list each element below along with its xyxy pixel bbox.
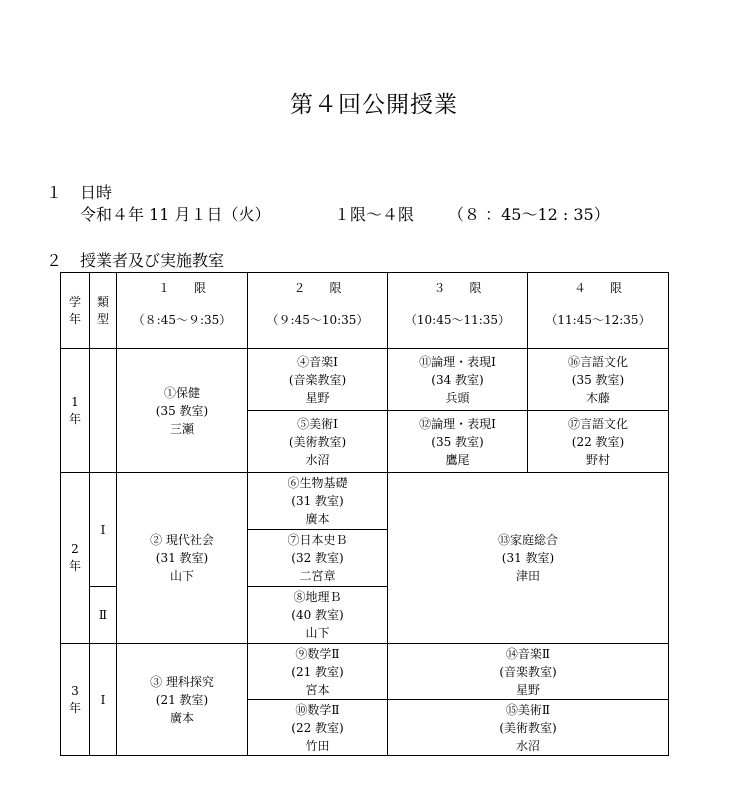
- class-subject: ④音楽Ⅰ: [297, 354, 338, 369]
- grade-2-type-1: Ⅰ: [90, 473, 117, 587]
- grade-3-period-3-4-b: [388, 700, 669, 756]
- grade-2-period-1: [117, 473, 248, 644]
- period-2-time: （９:45～10:35）: [266, 313, 369, 327]
- period-4-time: （11:45～12:35）: [545, 313, 651, 327]
- grade-2-cell: [61, 473, 90, 644]
- grade-1-period-1: [117, 349, 248, 473]
- class-subject: ⑥生物基礎: [287, 476, 348, 490]
- period-1-time: （８:45～９:35）: [132, 313, 232, 327]
- grade-1-period-3-b: [388, 411, 528, 473]
- grade-3-period-1: [117, 644, 248, 756]
- period-3-time: （10:45～11:35）: [404, 313, 511, 327]
- class-subject: ⑯言語文化: [567, 354, 628, 369]
- class-subject: ⑪論理・表現Ⅰ: [419, 354, 496, 369]
- event-date: 令和４年 11 月１日（火）: [80, 205, 271, 224]
- class-room: (31 教室): [501, 551, 555, 565]
- class-subject: ⑰言語文化: [567, 416, 628, 431]
- class-room: (40 教室): [291, 608, 344, 622]
- class-room: (音楽教室): [499, 664, 557, 679]
- class-room: (31 教室): [291, 494, 344, 508]
- class-room: (32 教室): [291, 551, 344, 565]
- class-subject: ⑧地理Ｂ: [293, 590, 342, 604]
- class-subject: ⑦日本史Ｂ: [287, 533, 348, 547]
- grade-3-type: Ⅰ: [90, 644, 117, 756]
- class-schedule-table: [60, 272, 669, 756]
- class-room: (美術教室): [288, 434, 347, 449]
- type-header-char-1: 類: [96, 294, 109, 309]
- grade-1-period-4-b: [528, 411, 669, 473]
- section-2-number: ２: [46, 251, 63, 270]
- class-room: (34 教室): [431, 372, 484, 387]
- class-teacher: 水沼: [305, 452, 330, 467]
- class-teacher: 山下: [169, 569, 194, 583]
- class-subject: ② 現代社会: [150, 533, 214, 547]
- grade-2-period-2-c: [248, 587, 388, 644]
- class-room: (22 教室): [571, 434, 625, 449]
- class-subject: ①保健: [163, 385, 200, 400]
- grade-3-period-2-a: [248, 644, 388, 700]
- class-subject: ③ 理科探究: [150, 674, 214, 689]
- event-periods: １限～４限: [334, 205, 415, 224]
- class-room: (美術教室): [499, 720, 557, 735]
- class-teacher: 星野: [515, 682, 540, 697]
- class-subject: ⑩数学Ⅱ: [295, 702, 340, 717]
- grade-3-cell: [61, 644, 90, 756]
- grade-1-row-a: [61, 349, 669, 411]
- class-teacher: 野村: [585, 452, 610, 467]
- class-room: (35 教室): [431, 434, 484, 449]
- class-teacher: 木藤: [585, 390, 610, 405]
- type-header-char-2: 型: [96, 311, 109, 326]
- grade-3-row-a: [61, 644, 669, 700]
- grade-3-period-2-b: [248, 700, 388, 756]
- grade-header-char-2: 年: [68, 311, 81, 326]
- grade-2-period-2-b: [248, 530, 388, 587]
- class-room: (35 教室): [571, 372, 625, 387]
- class-room: (35 教室): [155, 403, 209, 418]
- grade-3-number: 3: [71, 683, 79, 698]
- type-header: [90, 273, 117, 349]
- section-1-number: １: [46, 183, 63, 202]
- class-teacher: 水沼: [515, 738, 540, 753]
- period-4-label: ４ 限: [573, 281, 622, 295]
- class-room: (音楽教室): [288, 372, 347, 387]
- grade-3-period-3-4-a: [388, 644, 669, 700]
- class-room: (31 教室): [155, 551, 209, 565]
- class-subject: ⑤美術Ⅰ: [297, 416, 338, 431]
- grade-1-type-cell: [90, 349, 117, 473]
- event-time: （８ ：45～12 : 35）: [448, 205, 610, 224]
- class-teacher: 兵頭: [445, 390, 470, 405]
- grade-2-number: 2: [71, 542, 79, 556]
- class-teacher: 星野: [305, 390, 330, 405]
- class-room: (22 教室): [291, 720, 344, 735]
- period-3-label: ３ 限: [433, 281, 482, 295]
- grade-header-char-1: 学: [68, 294, 81, 309]
- class-teacher: 廣本: [305, 512, 330, 526]
- grade-2-suffix: 年: [68, 559, 81, 573]
- section-2-heading: 授業者及び実施教室: [80, 251, 225, 270]
- period-1-label: １ 限: [157, 281, 206, 295]
- class-subject: ⑭音楽Ⅱ: [505, 646, 551, 661]
- class-teacher: 二宮章: [299, 569, 336, 583]
- class-teacher: 宮本: [305, 682, 330, 697]
- page-title: 第４回公開授業: [290, 92, 458, 118]
- grade-2-period-2-a: [248, 473, 388, 530]
- period-4-header: [528, 273, 669, 349]
- header-row: [61, 273, 669, 349]
- class-room: (21 教室): [155, 692, 209, 707]
- class-subject: ⑨数学Ⅱ: [295, 646, 340, 661]
- grade-1-suffix: 年: [68, 411, 81, 426]
- class-teacher: 竹田: [305, 738, 330, 753]
- class-teacher: 山下: [305, 626, 330, 640]
- class-subject: ⑬家庭総合: [497, 533, 558, 547]
- class-teacher: 三瀬: [169, 421, 194, 436]
- period-1-header: [117, 273, 248, 349]
- grade-2-period-3-4: [388, 473, 669, 644]
- grade-3-suffix: 年: [68, 700, 81, 715]
- class-teacher: 廣本: [169, 710, 194, 725]
- class-subject: ⑮美術Ⅱ: [505, 702, 551, 717]
- period-2-header: [248, 273, 388, 349]
- grade-header: [61, 273, 90, 349]
- grade-1-period-3-a: [388, 349, 528, 411]
- period-3-header: [388, 273, 528, 349]
- class-teacher: 鷹尾: [445, 452, 470, 467]
- grade-1-period-4-a: [528, 349, 669, 411]
- class-subject: ⑫論理・表現Ⅰ: [419, 416, 496, 431]
- class-room: (21 教室): [291, 664, 344, 679]
- grade-1-cell: [61, 349, 90, 473]
- period-2-label: ２ 限: [293, 281, 342, 295]
- grade-1-number: 1: [71, 394, 79, 409]
- grade-2-row-a: [61, 473, 669, 530]
- section-1-heading: 日時: [80, 183, 113, 202]
- class-teacher: 津田: [515, 569, 540, 583]
- grade-1-period-2-b: [248, 411, 388, 473]
- grade-2-type-2: Ⅱ: [90, 587, 117, 644]
- grade-1-period-2-a: [248, 349, 388, 411]
